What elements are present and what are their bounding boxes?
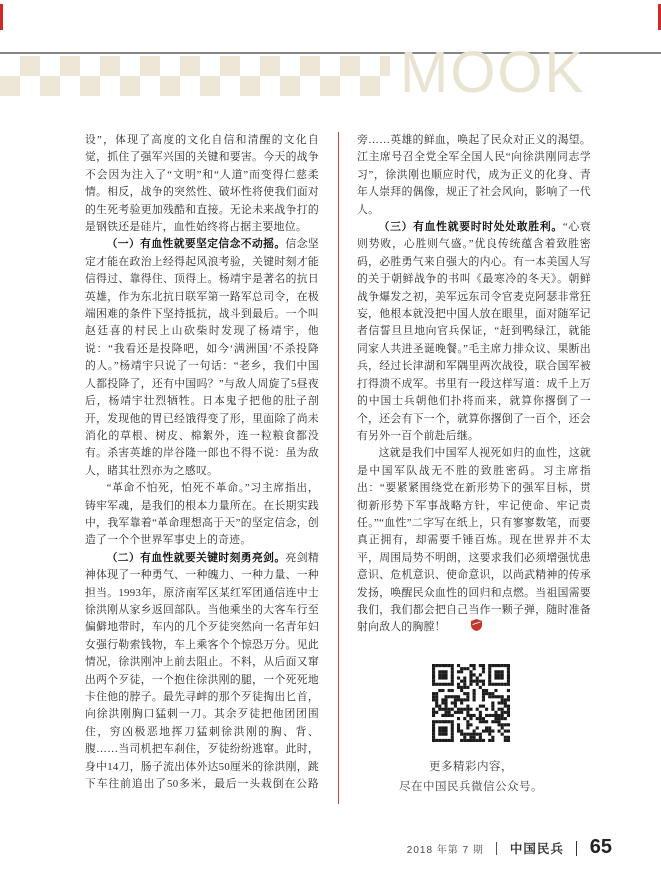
qr-caption	[356, 757, 586, 797]
footer-issue: 2018 年第 7 期	[406, 845, 484, 856]
qr-caption-line2: 尽在中国民兵微信公众号。	[399, 781, 543, 794]
article-paragraph	[357, 219, 591, 445]
paragraph-text: 这就是我们中国军人视死如归的血性，这就是中国军队战无不胜的致胜密码。习主席指出：“要紧紧围绕党在新形势下的强军目标，贯彻新形势下军事战略方针，牢记使命、牢记责任。”“血性”二字写在纸上，只有寥寥数笔，而要真正拥有，却需要千锤百炼。现在世界并不太平，周围局势不明朗，这要求我们必须增强忧患意识、危机意识、使命意识，以尚武精神的传承发扬，唤醒民众血性的回归和点燃。当祖国需要我们，我们都会把自己当作一颗子弹，随时准备射向敌人的胸膛！	[357, 447, 591, 634]
crop-mark-left	[0, 4, 3, 30]
paragraph-text: 设”，体现了高度的文化自信和清醒的文化自觉，抓住了强军兴国的关键和要害。今天的战争不会因为注入了“文明”和“人道”而变得仁慈柔情。相反，战争的突然性、破坏性将使我们面对的生死考验更加残酷和直接。无论未来战争打的是钢铁还是硅片，血性始终将占据主要地位。	[85, 134, 319, 234]
checker-pattern	[0, 56, 390, 96]
qr-caption-line1: 更多精彩内容，	[429, 761, 513, 773]
qr-block	[356, 664, 586, 797]
page-number: 65	[589, 836, 612, 858]
footer-divider	[576, 841, 577, 856]
article-paragraph	[85, 236, 319, 480]
section-heading-1: （一）有血性就要坚定信念不动摇。	[106, 238, 286, 251]
article-paragraph	[357, 445, 591, 636]
article-end-shield-icon	[450, 619, 483, 631]
mook-logo: MOOK	[400, 40, 586, 105]
paragraph-text: “心衰则势败，心胜则气盛。”优良传统蕴含着致胜密码，必胜勇气来自强大的内心。有一本美国人写的关于朝鲜战争的书叫《最寒冷的冬天》。朝鲜战争爆发之初，美军远东司令官麦克阿瑟非常狂妄，他根本就没把中国人放在眼里，面对随军记者信誓旦旦地向官兵保证，“赶到鸭绿江，就能同家人共进圣诞晚餐。”毛主席力排众议、果断出兵，经过长津湖和军隅里两次战役，联合国军被打得溃不成军。书里有一段这样写道：成千上万的中国士兵朝他们扑将而来，就算你撂倒了一个，还会有下一个，就算你撂倒了一百个，还会有另外一百个前赴后继。	[357, 221, 591, 442]
article-paragraph	[85, 480, 319, 550]
page-footer	[407, 836, 612, 859]
section-heading-2: （二）有血性就要关键时刻勇亮剑。	[106, 551, 286, 564]
footer-magazine-name: 中国民兵	[509, 842, 564, 856]
footer-divider	[496, 842, 497, 855]
paragraph-text: 信念坚定才能在政治上经得起风浪考验，关键时刻才能信得过、靠得住、顶得上。杨靖宇是著名的抗日英雄，作为东北抗日联军第一路军总司令，在极端困难的条件下坚持抵抗，战斗到最后。一个叫赵廷喜的村民上山砍柴时发现了杨靖宇，他说：“我看还是投降吧，如今‘满洲国’不杀投降的人。”杨靖宇只说了一句话：“老乡，我们中国人都投降了，还有中国吗？”与敌人周旋了5昼夜后，杨靖宇壮烈牺牲。日本鬼子把他的肚子剖开，发现他的胃已经饿得变了形，里面除了尚未消化的草根、树皮、棉絮外，连一粒粮食都没有。杀害英雄的岸谷隆一郎也不得不说：虽为敌人，睹其壮烈亦为之感叹。	[85, 238, 319, 477]
section-heading-3: （三）有血性就要时时处处敢胜利。	[378, 221, 563, 234]
article-paragraph	[85, 132, 319, 236]
qr-code	[432, 664, 510, 742]
paragraph-text: 亮剑精神体现了一种勇气、一种魄力、一种力量、一种担当。1993年，原济南军区某红军团通信连中士徐洪刚从家乡返回部队。当他乘坐的大客车行至偏僻地带时，车内的几个歹徒突然向一名青年妇女强行勒索钱物，车上乘客个个惊恐万分。见此情况，徐洪刚冲上前去阻止。不料，从后面又窜出两个歹徒，一个抱住徐洪刚的腿，一个死死地卡住他的脖子。最先寻衅的那个歹徒掏出匕首，向徐洪刚胸口猛刺一刀。其余歹徒把他团团围住，穷凶极恶地挥刀猛刺徐洪刚的胸、背、腹……当司机把车刹住，歹徒纷纷逃窜。此时，身中14刀，肠子流出体外达50厘米的徐洪刚，跳下车往前追出了50多米，最后一头栽倒在公路旁……英雄的鲜血，唤起了民众对正义的渴望。江主席号召全党全军全国人民“向徐洪刚同志学习”，徐洪刚也顺应时代，成为正义的化身、青年人崇拜的偶像，规正了社会风向，影响了一代人。	[85, 134, 591, 791]
paragraph-text: “革命不怕死，怕死不革命。”习主席指出，铸牢军魂，是我们的根本力量所在。在长期实践中，我军靠着“革命理想高于天”的坚定信念，创造了一个个世界军事史上的奇迹。	[85, 482, 319, 547]
